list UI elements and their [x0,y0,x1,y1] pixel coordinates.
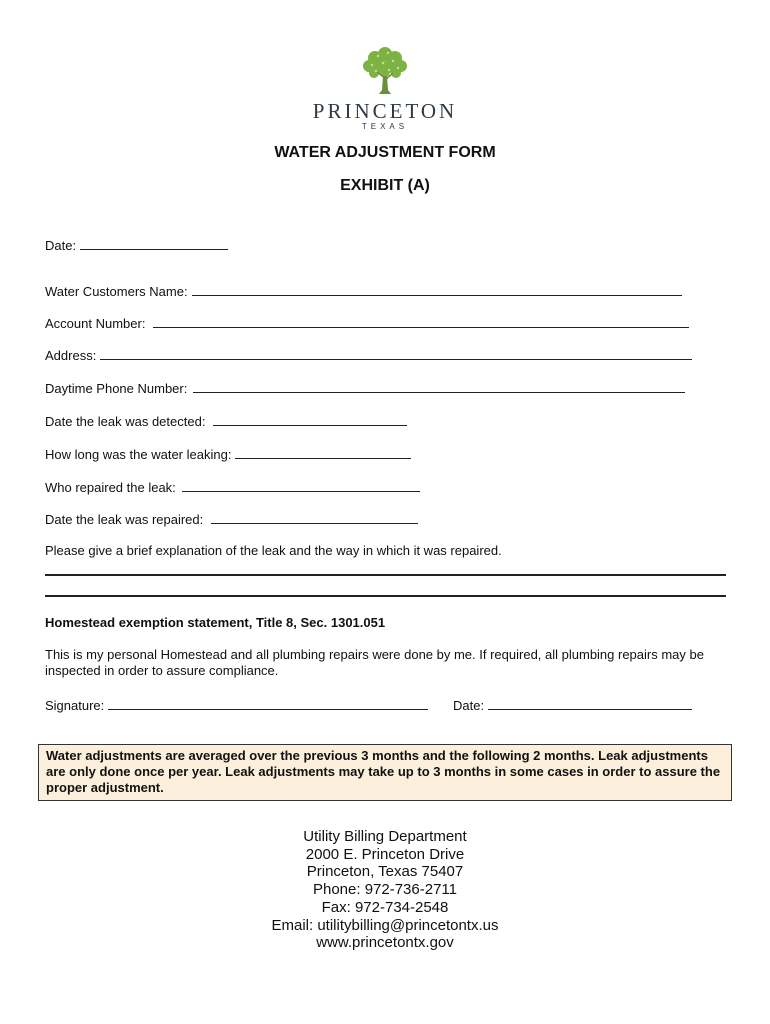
how-long-label: How long was the water leaking: [45,447,232,462]
footer-email[interactable]: Email: utilitybilling@princetontx.us [271,916,499,934]
date-field [45,236,228,254]
signature-field [45,696,428,714]
account-number-label: Account Number: [45,316,146,331]
homestead-heading: Homestead exemption statement, Title 8, Sec. 1301.051 [45,615,386,630]
explanation-line-2[interactable] [45,595,726,597]
date-repaired-input-line[interactable] [211,510,418,524]
signature-date-field [453,696,692,714]
customer-name-label: Water Customers Name: [45,284,188,299]
signature-date-label: Date: [453,698,485,713]
address-input-line[interactable] [100,346,692,360]
adjustment-notice: Water adjustments are averaged over the previous 3 months and the following 2 months. Leak adjustments are only done once per year. Leak adjustments may take up to 3 months in some cases in order to assure the proper adjustment. [38,744,732,801]
footer-department: Utility Billing Department [303,828,467,845]
address-field [45,346,692,364]
signature-label: Signature: [45,698,105,713]
who-repaired-field [45,478,420,496]
how-long-field [45,445,411,463]
contact-footer [0,828,770,952]
date-label: Date: [45,238,77,253]
account-number-input-line[interactable] [153,314,689,328]
footer-website[interactable]: www.princetontx.gov [316,934,454,952]
customer-name-field [45,282,682,300]
signature-date-input-line[interactable] [488,696,692,710]
form-title: WATER ADJUSTMENT FORM [274,144,496,161]
address-label: Address: [45,348,97,363]
date-input-line[interactable] [80,236,228,250]
footer-street: 2000 E. Princeton Drive [305,845,465,863]
footer-fax: Fax: 972-734-2548 [321,898,449,916]
daytime-phone-label: Daytime Phone Number: [45,381,188,396]
date-detected-input-line[interactable] [213,412,407,426]
princeton-logo [0,44,770,132]
footer-phone: Phone: 972-736-2711 [312,881,457,899]
date-detected-field [45,412,407,430]
daytime-phone-field [45,379,685,397]
explanation-line-1[interactable] [45,574,726,576]
logo-sub: TEXAS [361,122,409,131]
footer-city: Princeton, Texas 75407 [306,863,464,881]
account-number-field [45,314,689,332]
date-detected-label: Date the leak was detected: [45,414,206,429]
signature-input-line[interactable] [108,696,428,710]
homestead-statement: This is my personal Homestead and all plumbing repairs were done by me. If required, all plumbing repairs may be inspected in order to assure compliance. [45,647,704,678]
form-subtitle: EXHIBIT (A) [340,177,430,194]
daytime-phone-input-line[interactable] [193,379,685,393]
date-repaired-label: Date the leak was repaired: [45,512,204,527]
tree-icon [360,44,410,96]
how-long-input-line[interactable] [235,445,411,459]
date-repaired-field [45,510,418,528]
who-repaired-label: Who repaired the leak: [45,480,176,495]
logo-name: PRINCETON [312,99,458,123]
who-repaired-input-line[interactable] [182,478,420,492]
customer-name-input-line[interactable] [192,282,682,296]
explanation-prompt: Please give a brief explanation of the leak and the way in which it was repaired. [45,543,502,558]
